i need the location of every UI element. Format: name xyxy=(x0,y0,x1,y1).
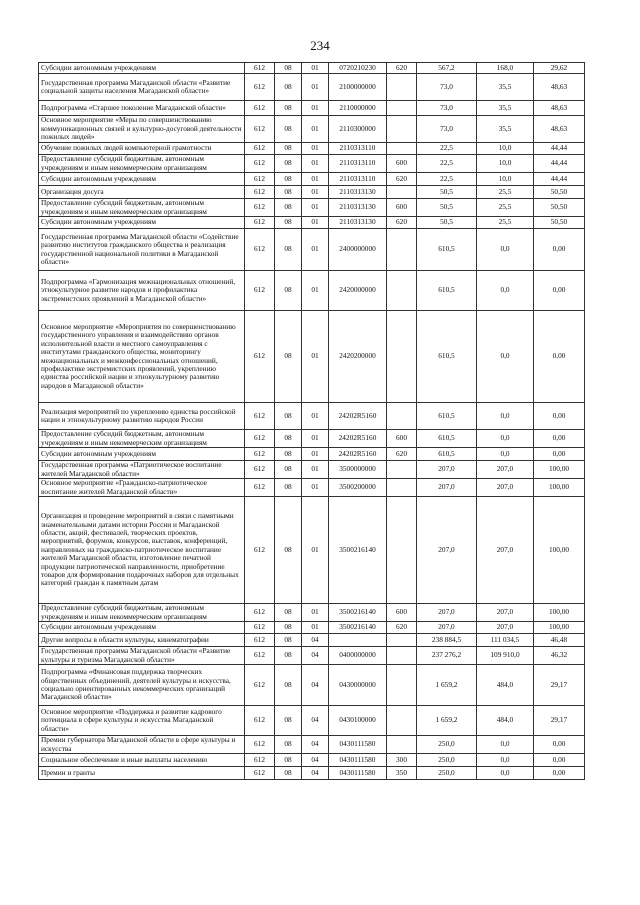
table-row xyxy=(39,604,585,622)
cell-plan: 250,0 xyxy=(417,754,477,767)
cell-pct: 46,48 xyxy=(534,634,585,647)
cell-pct: 0,00 xyxy=(534,229,585,271)
cell-csr: 24202R5160 xyxy=(329,403,387,430)
cell-name: Социальное обеспечение и иные выплаты населению xyxy=(39,754,245,767)
cell-csr: 0400000000 xyxy=(329,647,387,665)
cell-name: Государственная программа Магаданской области «Содействие развитию институтов гражданского общества и реализация государственной национальной политики в Магаданской области» xyxy=(39,229,245,271)
cell-exec: 0,0 xyxy=(477,271,534,311)
cell-exec: 0,0 xyxy=(477,736,534,754)
table-row xyxy=(39,479,585,497)
cell-grbs: 612 xyxy=(245,706,275,736)
cell-grbs: 612 xyxy=(245,479,275,497)
cell-pr: 01 xyxy=(302,430,329,448)
cell-plan: 73,0 xyxy=(417,116,477,143)
cell-grbs: 612 xyxy=(245,186,275,199)
cell-rz: 08 xyxy=(275,229,302,271)
cell-pr: 04 xyxy=(302,706,329,736)
cell-rz: 08 xyxy=(275,217,302,229)
cell-grbs: 612 xyxy=(245,767,275,780)
cell-pr: 01 xyxy=(302,116,329,143)
cell-exec: 111 034,5 xyxy=(477,634,534,647)
cell-grbs: 612 xyxy=(245,63,275,74)
cell-plan: 22,5 xyxy=(417,155,477,173)
cell-vr xyxy=(387,736,417,754)
cell-vr xyxy=(387,229,417,271)
page-number: 234 xyxy=(310,38,330,53)
cell-name: Подпрограмма «Гармонизация межнациональных отношений, этнокультурное развитие народов и профилактика экстремистских проявлений в Магаданской области» xyxy=(39,271,245,311)
cell-rz: 08 xyxy=(275,143,302,155)
table-row xyxy=(39,448,585,461)
cell-vr xyxy=(387,186,417,199)
cell-rz: 08 xyxy=(275,736,302,754)
cell-grbs: 612 xyxy=(245,736,275,754)
cell-grbs: 612 xyxy=(245,665,275,706)
cell-vr xyxy=(387,143,417,155)
cell-pr: 01 xyxy=(302,497,329,604)
cell-rz: 08 xyxy=(275,199,302,217)
cell-pr: 01 xyxy=(302,101,329,116)
table-row xyxy=(39,217,585,229)
cell-exec: 25,5 xyxy=(477,217,534,229)
cell-plan: 50,5 xyxy=(417,217,477,229)
cell-grbs: 612 xyxy=(245,622,275,634)
cell-vr xyxy=(387,479,417,497)
cell-vr xyxy=(387,311,417,403)
cell-pct: 100,00 xyxy=(534,461,585,479)
cell-rz: 08 xyxy=(275,634,302,647)
cell-rz: 08 xyxy=(275,604,302,622)
cell-csr: 2110313110 xyxy=(329,143,387,155)
cell-exec: 0,0 xyxy=(477,430,534,448)
cell-vr: 620 xyxy=(387,448,417,461)
cell-exec: 207,0 xyxy=(477,479,534,497)
cell-pr: 01 xyxy=(302,186,329,199)
cell-csr: 0430111580 xyxy=(329,754,387,767)
cell-exec: 207,0 xyxy=(477,622,534,634)
cell-vr xyxy=(387,665,417,706)
cell-name: Премии губернатора Магаданской области в сфере культуры и искусства xyxy=(39,736,245,754)
table-row xyxy=(39,186,585,199)
cell-name: Предоставление субсидий бюджетным, автономным учреждениям и иным некоммерческим организациям xyxy=(39,155,245,173)
cell-name: Организация и проведение мероприятий в связи с памятными знаменательными датами истории России и Магаданской области, акций, фестивалей, творческих проектов, мероприятий, форумов, конкурсов, выставок, конференций, направленных на гражданско-патриотическое воспитание жителей Магаданской области, изготовление печатной продукции патриотической направленности, приобретение товаров для формирования подарочных наборов для отдельных категорий граждан к памятным датам xyxy=(39,497,245,604)
cell-pct: 44,44 xyxy=(534,143,585,155)
cell-vr xyxy=(387,74,417,101)
table-row xyxy=(39,271,585,311)
cell-exec: 10,0 xyxy=(477,155,534,173)
cell-pr: 04 xyxy=(302,665,329,706)
cell-name: Предоставление субсидий бюджетным, автономным учреждениям и иным некоммерческим организациям xyxy=(39,430,245,448)
cell-plan: 610,5 xyxy=(417,229,477,271)
cell-pr: 01 xyxy=(302,448,329,461)
cell-exec: 207,0 xyxy=(477,497,534,604)
cell-pct: 100,00 xyxy=(534,479,585,497)
cell-rz: 08 xyxy=(275,116,302,143)
cell-exec: 207,0 xyxy=(477,604,534,622)
cell-plan: 567,2 xyxy=(417,63,477,74)
cell-rz: 08 xyxy=(275,461,302,479)
cell-vr: 620 xyxy=(387,173,417,186)
cell-name: Подпрограмма «Финансовая поддержка творческих общественных объединений, деятелей культуры и искусства, социально ориентированных некоммерческих организаций Магаданской области» xyxy=(39,665,245,706)
cell-pct: 0,00 xyxy=(534,767,585,780)
cell-exec: 25,5 xyxy=(477,199,534,217)
cell-pr: 01 xyxy=(302,403,329,430)
cell-rz: 08 xyxy=(275,271,302,311)
cell-name: Субсидии автономным учреждениям xyxy=(39,63,245,74)
table-row xyxy=(39,311,585,403)
cell-rz: 08 xyxy=(275,155,302,173)
cell-csr: 2110300000 xyxy=(329,116,387,143)
cell-exec: 35,5 xyxy=(477,116,534,143)
cell-grbs: 612 xyxy=(245,229,275,271)
cell-pr: 01 xyxy=(302,271,329,311)
table-row xyxy=(39,116,585,143)
cell-exec: 35,5 xyxy=(477,101,534,116)
cell-grbs: 612 xyxy=(245,634,275,647)
cell-csr: 2110313130 xyxy=(329,186,387,199)
cell-vr xyxy=(387,116,417,143)
cell-csr: 2110000000 xyxy=(329,101,387,116)
cell-csr: 3500216140 xyxy=(329,497,387,604)
cell-plan: 50,5 xyxy=(417,186,477,199)
cell-pct: 100,00 xyxy=(534,497,585,604)
cell-pr: 01 xyxy=(302,311,329,403)
budget-table xyxy=(38,62,585,780)
cell-csr: 0720210230 xyxy=(329,63,387,74)
cell-name: Основное мероприятие «Гражданско-патриотическое воспитание жителей Магаданской области» xyxy=(39,479,245,497)
cell-vr xyxy=(387,271,417,311)
cell-csr: 0430000000 xyxy=(329,665,387,706)
cell-csr: 3500216140 xyxy=(329,604,387,622)
cell-csr: 3500216140 xyxy=(329,622,387,634)
cell-pct: 48,63 xyxy=(534,101,585,116)
cell-pct: 50,50 xyxy=(534,186,585,199)
cell-csr: 0430111580 xyxy=(329,767,387,780)
cell-pct: 48,63 xyxy=(534,116,585,143)
cell-plan: 610,5 xyxy=(417,448,477,461)
cell-pr: 04 xyxy=(302,634,329,647)
cell-grbs: 612 xyxy=(245,461,275,479)
cell-grbs: 612 xyxy=(245,448,275,461)
cell-pr: 01 xyxy=(302,199,329,217)
cell-pct: 100,00 xyxy=(534,622,585,634)
cell-exec: 0,0 xyxy=(477,311,534,403)
cell-csr: 0430111580 xyxy=(329,736,387,754)
cell-rz: 08 xyxy=(275,706,302,736)
cell-rz: 08 xyxy=(275,497,302,604)
cell-plan: 610,5 xyxy=(417,271,477,311)
cell-pr: 01 xyxy=(302,229,329,271)
cell-csr: 2400000000 xyxy=(329,229,387,271)
table-row xyxy=(39,461,585,479)
cell-pr: 01 xyxy=(302,63,329,74)
cell-grbs: 612 xyxy=(245,217,275,229)
cell-name: Реализация мероприятий по укреплению единства российской нации и этнокультурному развитию народов России xyxy=(39,403,245,430)
cell-vr: 620 xyxy=(387,63,417,74)
cell-pct: 44,44 xyxy=(534,173,585,186)
cell-plan: 610,5 xyxy=(417,403,477,430)
cell-rz: 08 xyxy=(275,311,302,403)
cell-pct: 0,00 xyxy=(534,271,585,311)
cell-exec: 484,0 xyxy=(477,706,534,736)
cell-pr: 04 xyxy=(302,767,329,780)
cell-exec: 0,0 xyxy=(477,754,534,767)
cell-exec: 35,5 xyxy=(477,74,534,101)
table-row xyxy=(39,403,585,430)
cell-pr: 01 xyxy=(302,217,329,229)
cell-pct: 0,00 xyxy=(534,311,585,403)
cell-rz: 08 xyxy=(275,101,302,116)
cell-pr: 01 xyxy=(302,461,329,479)
cell-plan: 22,5 xyxy=(417,143,477,155)
cell-rz: 08 xyxy=(275,403,302,430)
cell-grbs: 612 xyxy=(245,604,275,622)
cell-name: Другие вопросы в области культуры, кинематографии xyxy=(39,634,245,647)
cell-rz: 08 xyxy=(275,622,302,634)
cell-grbs: 612 xyxy=(245,155,275,173)
cell-plan: 207,0 xyxy=(417,604,477,622)
cell-pr: 01 xyxy=(302,143,329,155)
cell-plan: 250,0 xyxy=(417,736,477,754)
cell-exec: 484,0 xyxy=(477,665,534,706)
cell-plan: 1 659,2 xyxy=(417,665,477,706)
cell-plan: 250,0 xyxy=(417,767,477,780)
cell-vr xyxy=(387,706,417,736)
cell-vr: 600 xyxy=(387,155,417,173)
cell-exec: 25,5 xyxy=(477,186,534,199)
cell-csr: 24202R5160 xyxy=(329,430,387,448)
cell-rz: 08 xyxy=(275,430,302,448)
cell-vr xyxy=(387,403,417,430)
cell-grbs: 612 xyxy=(245,497,275,604)
cell-rz: 08 xyxy=(275,479,302,497)
cell-grbs: 612 xyxy=(245,173,275,186)
cell-csr: 2420000000 xyxy=(329,271,387,311)
cell-plan: 50,5 xyxy=(417,199,477,217)
cell-vr: 600 xyxy=(387,430,417,448)
cell-vr: 350 xyxy=(387,767,417,780)
table-row xyxy=(39,430,585,448)
cell-name: Государственная программа «Патриотическое воспитание жителей Магаданской области» xyxy=(39,461,245,479)
cell-csr: 2110313130 xyxy=(329,199,387,217)
cell-exec: 0,0 xyxy=(477,448,534,461)
cell-plan: 207,0 xyxy=(417,497,477,604)
cell-csr xyxy=(329,634,387,647)
cell-csr: 2110313110 xyxy=(329,155,387,173)
cell-name: Основное мероприятие «Меры по совершенствованию коммуникационных связей и культурно-досуговой деятельности пожилых людей» xyxy=(39,116,245,143)
cell-pct: 0,00 xyxy=(534,430,585,448)
table-row xyxy=(39,74,585,101)
cell-pct: 29,17 xyxy=(534,665,585,706)
cell-name: Государственная программа Магаданской области «Развитие культуры и туризма Магаданской области» xyxy=(39,647,245,665)
cell-plan: 237 276,2 xyxy=(417,647,477,665)
cell-grbs: 612 xyxy=(245,101,275,116)
cell-vr: 600 xyxy=(387,604,417,622)
cell-plan: 238 884,5 xyxy=(417,634,477,647)
table-row xyxy=(39,647,585,665)
table-row xyxy=(39,736,585,754)
table-row xyxy=(39,497,585,604)
cell-pct: 46,32 xyxy=(534,647,585,665)
cell-plan: 73,0 xyxy=(417,74,477,101)
cell-grbs: 612 xyxy=(245,74,275,101)
cell-vr xyxy=(387,497,417,604)
cell-grbs: 612 xyxy=(245,754,275,767)
cell-exec: 109 910,0 xyxy=(477,647,534,665)
cell-pct: 29,17 xyxy=(534,706,585,736)
cell-exec: 10,0 xyxy=(477,173,534,186)
cell-rz: 08 xyxy=(275,74,302,101)
cell-vr: 620 xyxy=(387,217,417,229)
cell-rz: 08 xyxy=(275,173,302,186)
table-row xyxy=(39,229,585,271)
cell-exec: 0,0 xyxy=(477,767,534,780)
cell-plan: 73,0 xyxy=(417,101,477,116)
cell-csr: 3500200000 xyxy=(329,479,387,497)
cell-csr: 2420200000 xyxy=(329,311,387,403)
table-row xyxy=(39,101,585,116)
cell-name: Субсидии автономным учреждениям xyxy=(39,448,245,461)
cell-pct: 44,44 xyxy=(534,155,585,173)
cell-pr: 04 xyxy=(302,736,329,754)
cell-csr: 2110313130 xyxy=(329,217,387,229)
cell-plan: 610,5 xyxy=(417,430,477,448)
cell-rz: 08 xyxy=(275,647,302,665)
cell-grbs: 612 xyxy=(245,143,275,155)
cell-pr: 01 xyxy=(302,173,329,186)
cell-vr xyxy=(387,461,417,479)
cell-exec: 0,0 xyxy=(477,403,534,430)
table-row xyxy=(39,634,585,647)
cell-grbs: 612 xyxy=(245,403,275,430)
cell-name: Премии и гранты xyxy=(39,767,245,780)
table-body xyxy=(39,63,585,780)
cell-rz: 08 xyxy=(275,448,302,461)
cell-grbs: 612 xyxy=(245,311,275,403)
cell-exec: 168,0 xyxy=(477,63,534,74)
cell-exec: 0,0 xyxy=(477,229,534,271)
cell-vr xyxy=(387,647,417,665)
cell-pr: 01 xyxy=(302,74,329,101)
table-row xyxy=(39,754,585,767)
cell-plan: 610,5 xyxy=(417,311,477,403)
cell-pr: 04 xyxy=(302,647,329,665)
cell-name: Предоставление субсидий бюджетным, автономным учреждениям и иным некоммерческим организациям xyxy=(39,604,245,622)
cell-grbs: 612 xyxy=(245,116,275,143)
cell-csr: 0430100000 xyxy=(329,706,387,736)
cell-pr: 01 xyxy=(302,155,329,173)
cell-name: Обучение пожилых людей компьютерной грамотности xyxy=(39,143,245,155)
cell-pr: 01 xyxy=(302,479,329,497)
cell-name: Основное мероприятие «Мероприятия по совершенствованию государственного управления и взаимодействию органов исполнительной власти и местного самоуправления с институтами гражданского общества, мониторингу межнациональных и межконфессиональных отношений, профилактике экстремистских проявлений, укреплению единства российской нации и этнокультурному развитию народов в Магаданской области» xyxy=(39,311,245,403)
cell-pr: 01 xyxy=(302,622,329,634)
cell-name: Субсидии автономным учреждениям xyxy=(39,173,245,186)
cell-plan: 1 659,2 xyxy=(417,706,477,736)
cell-pct: 48,63 xyxy=(534,74,585,101)
cell-csr: 24202R5160 xyxy=(329,448,387,461)
cell-pct: 0,00 xyxy=(534,754,585,767)
cell-csr: 3500000000 xyxy=(329,461,387,479)
cell-exec: 207,0 xyxy=(477,461,534,479)
cell-vr xyxy=(387,101,417,116)
cell-name: Предоставление субсидий бюджетным, автономным учреждениям и иным некоммерческим организациям xyxy=(39,199,245,217)
cell-grbs: 612 xyxy=(245,647,275,665)
cell-name: Субсидии автономным учреждениям xyxy=(39,217,245,229)
cell-pct: 50,50 xyxy=(534,199,585,217)
cell-pr: 04 xyxy=(302,754,329,767)
cell-name: Организация досуга xyxy=(39,186,245,199)
cell-vr xyxy=(387,634,417,647)
cell-csr: 2110313110 xyxy=(329,173,387,186)
cell-vr: 600 xyxy=(387,199,417,217)
cell-rz: 08 xyxy=(275,665,302,706)
cell-rz: 08 xyxy=(275,767,302,780)
cell-pr: 01 xyxy=(302,604,329,622)
table-row xyxy=(39,199,585,217)
cell-pct: 0,00 xyxy=(534,448,585,461)
table-row xyxy=(39,665,585,706)
cell-plan: 207,0 xyxy=(417,622,477,634)
table-row xyxy=(39,173,585,186)
cell-vr: 620 xyxy=(387,622,417,634)
cell-name: Субсидии автономным учреждениям xyxy=(39,622,245,634)
cell-rz: 08 xyxy=(275,63,302,74)
cell-rz: 08 xyxy=(275,186,302,199)
table-row xyxy=(39,767,585,780)
cell-plan: 207,0 xyxy=(417,461,477,479)
cell-pct: 100,00 xyxy=(534,604,585,622)
cell-grbs: 612 xyxy=(245,271,275,311)
cell-pct: 29,62 xyxy=(534,63,585,74)
cell-name: Государственная программа Магаданской области «Развитие социальной защиты населения Магаданской области» xyxy=(39,74,245,101)
cell-pct: 50,50 xyxy=(534,217,585,229)
cell-rz: 08 xyxy=(275,754,302,767)
cell-name: Основное мероприятие «Поддержка и развитие кадрового потенциала в сфере культуры и искусства Магаданской области» xyxy=(39,706,245,736)
table-row xyxy=(39,622,585,634)
table-row xyxy=(39,63,585,74)
cell-plan: 207,0 xyxy=(417,479,477,497)
cell-exec: 10,0 xyxy=(477,143,534,155)
table-row xyxy=(39,143,585,155)
cell-plan: 22,5 xyxy=(417,173,477,186)
cell-name: Подпрограмма «Старшее поколение Магаданской области» xyxy=(39,101,245,116)
table-row xyxy=(39,706,585,736)
cell-vr: 300 xyxy=(387,754,417,767)
cell-pct: 0,00 xyxy=(534,403,585,430)
cell-csr: 2100000000 xyxy=(329,74,387,101)
cell-grbs: 612 xyxy=(245,430,275,448)
table-row xyxy=(39,155,585,173)
cell-grbs: 612 xyxy=(245,199,275,217)
cell-pct: 0,00 xyxy=(534,736,585,754)
